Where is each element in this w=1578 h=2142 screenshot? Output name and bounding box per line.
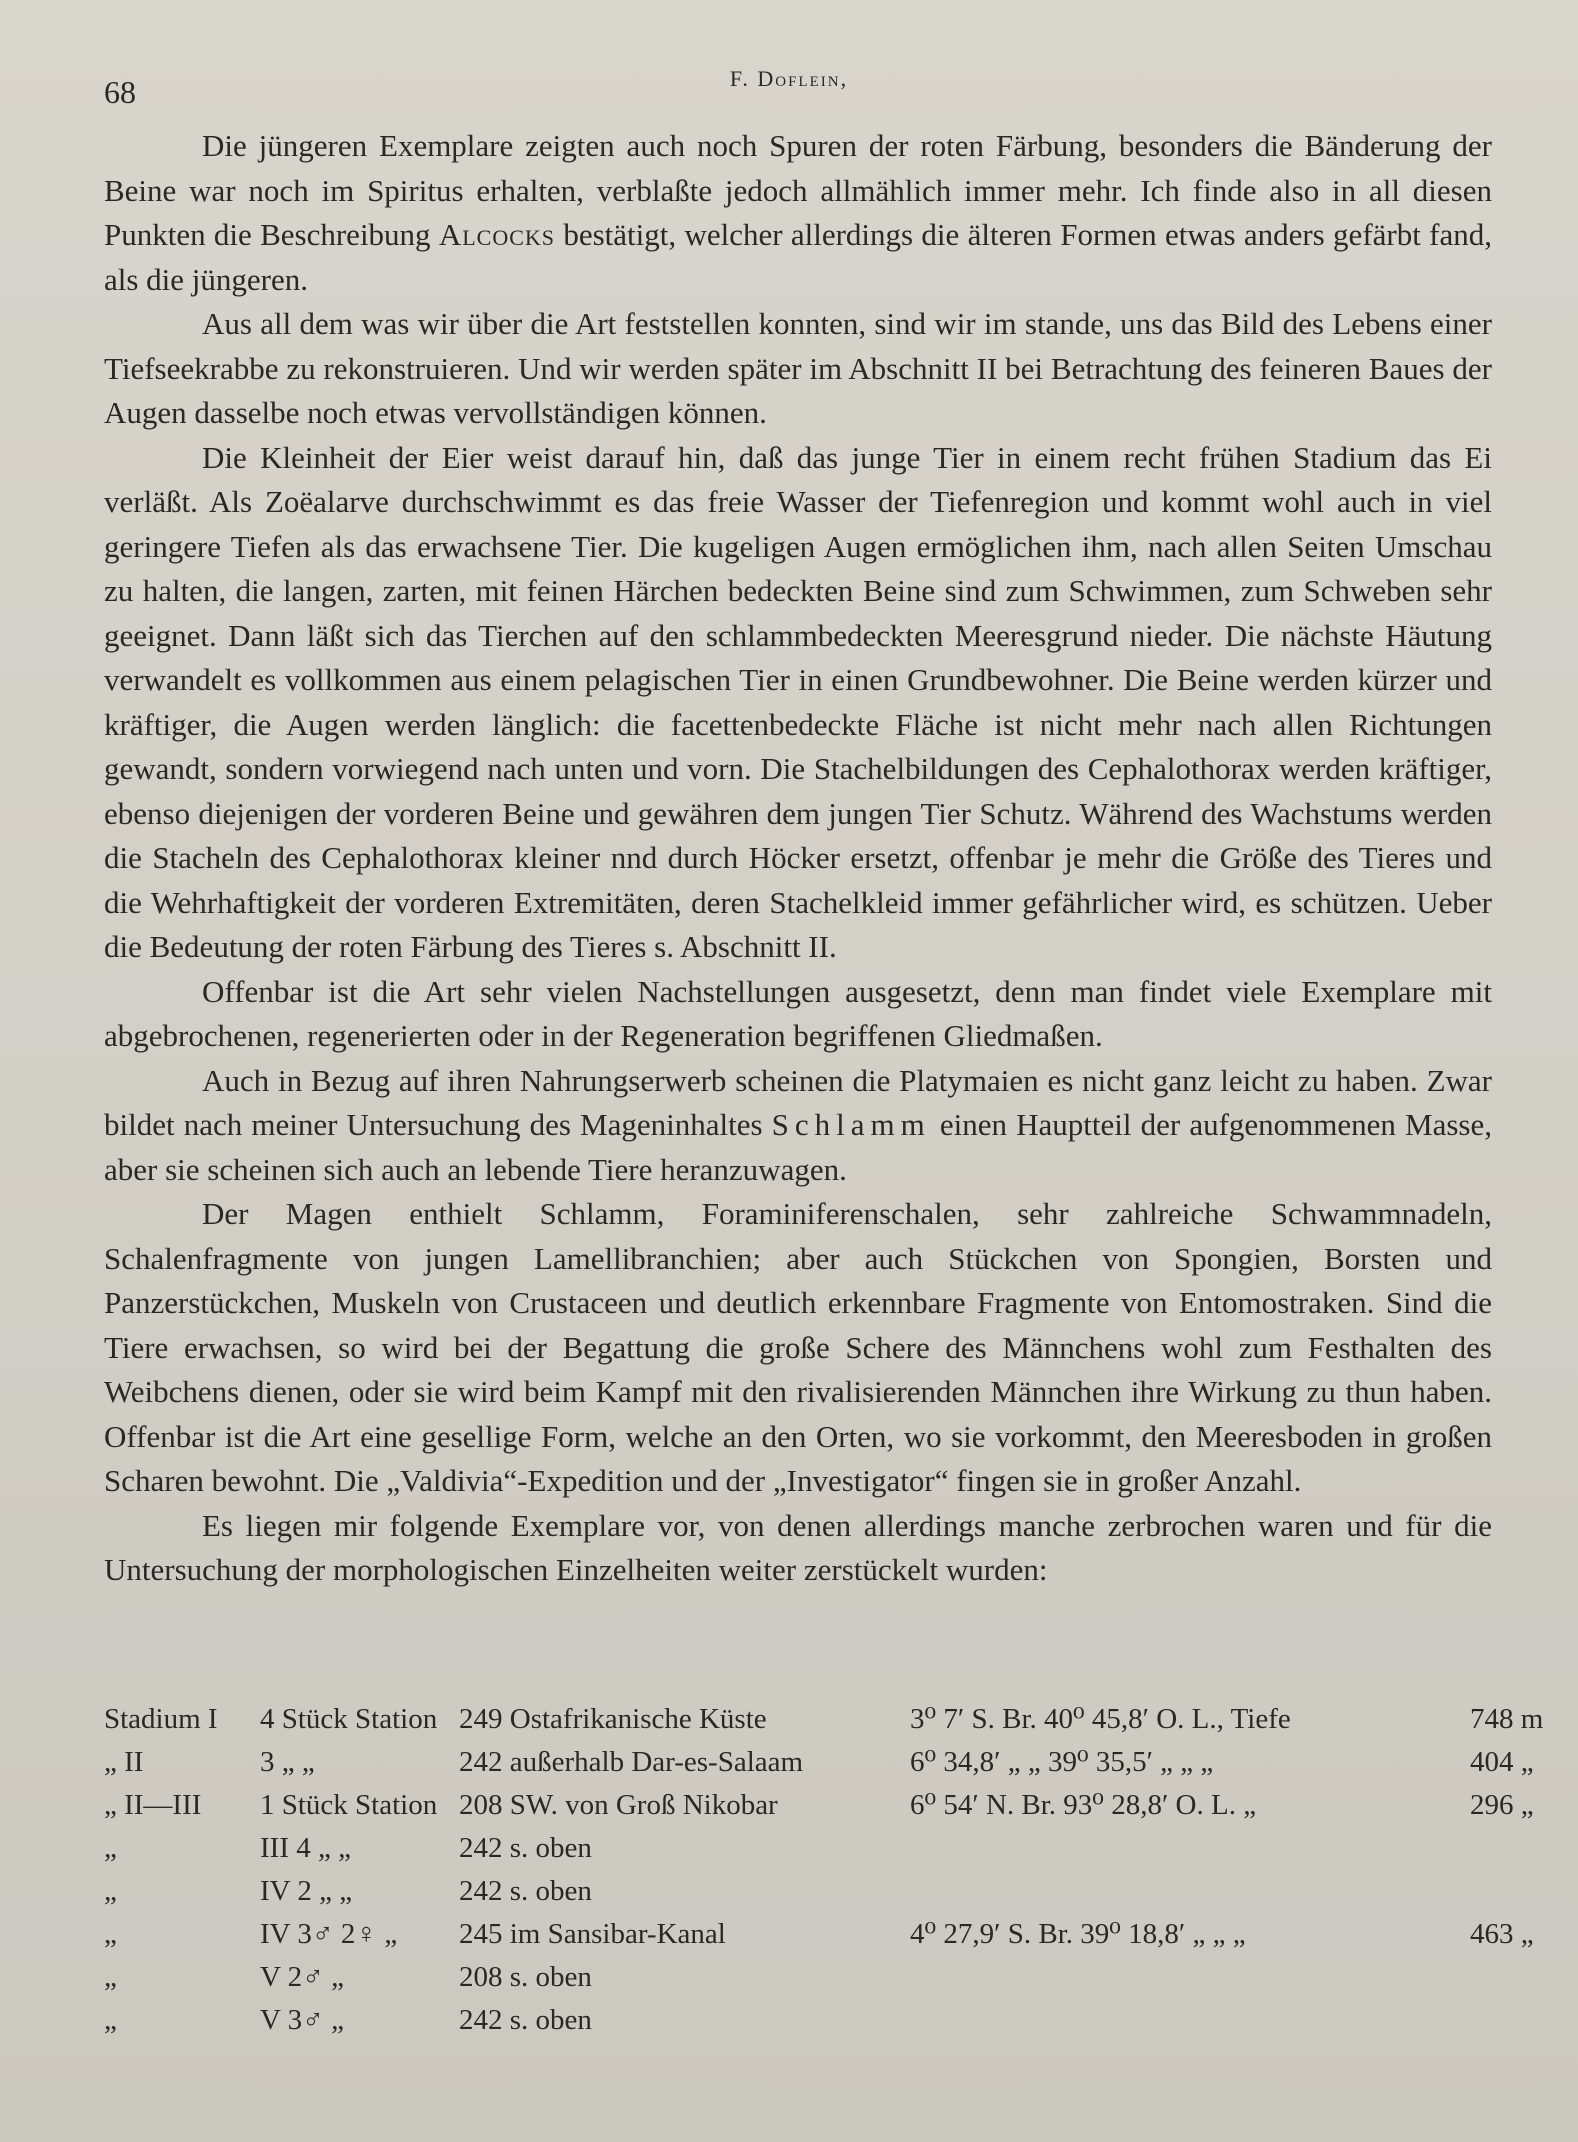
specimen-row xyxy=(104,1999,1494,2042)
specimen-location: 242 s. oben xyxy=(459,1875,592,1907)
specimen-stage: Stadium I xyxy=(104,1703,218,1735)
text-run: Aus all dem was wir über die Art feststellen konnten, sind wir im stande, uns das Bild des Lebens einer Tiefseekrabbe zu rekonstruieren. Und wir werden später im Abschnitt II bei Betrachtung des feineren Baues der Augen dasselbe noch etwas vervollständigen können. xyxy=(104,306,1492,430)
paragraph xyxy=(104,970,1492,1059)
specimen-row xyxy=(104,1741,1534,1784)
paragraph xyxy=(104,436,1492,970)
specimen-row xyxy=(104,1956,1494,1999)
specimen-row xyxy=(104,1698,1544,1741)
specimen-stage: „ xyxy=(104,1875,117,1907)
paragraph xyxy=(104,1192,1492,1504)
specimen-location: 242 außerhalb Dar-es-Salaam xyxy=(459,1746,804,1778)
specimen-coordinates: 6⁰ 34,8′ „ „ 39⁰ 35,5′ „ „ „ xyxy=(910,1746,1214,1778)
text-run: Es liegen mir folgende Exemplare vor, von denen allerdings manche zerbrochen waren und für die Untersuchung der morphologischen Einzelheiten weiter zerstückelt wurden: xyxy=(104,1507,1492,1587)
running-head: F. Doflein, xyxy=(729,66,849,91)
body-text xyxy=(104,124,1492,1593)
specimen-coordinates: 4⁰ 27,9′ S. Br. 39⁰ 18,8′ „ „ „ xyxy=(910,1918,1246,1950)
specimen-location: 245 im Sansibar-Kanal xyxy=(459,1918,726,1950)
page-number: 68 xyxy=(104,74,136,110)
specimen-location: 242 s. oben xyxy=(459,2004,592,2036)
text-run: bestätigt, welcher allerdings die älteren Formen etwas anders gefärbt fand, als die jüngeren. xyxy=(104,217,1492,297)
specimen-count: IV 2 „ „ xyxy=(260,1875,353,1907)
paragraph xyxy=(104,124,1492,302)
text-run: Offenbar ist die Art sehr vielen Nachstellungen ausgesetzt, denn man findet viele Exemplare mit abgebrochenen, regenerierten oder in der Regeneration begriffenen Gliedmaßen. xyxy=(104,973,1492,1053)
specimen-depth: 463 „ xyxy=(1470,1918,1534,1950)
specimen-count: IV 3♂ 2♀ „ xyxy=(260,1918,398,1950)
specimen-count: 4 Stück Station xyxy=(260,1703,438,1735)
emphasized-text: Schlamm xyxy=(771,1107,931,1142)
specimen-coordinates: 3⁰ 7′ S. Br. 40⁰ 45,8′ O. L., Tiefe xyxy=(910,1703,1291,1735)
text-run: Die Kleinheit der Eier weist darauf hin, daß das junge Tier in einem recht frühen Stadium das Ei verläßt. Als Zoëalarve durchschwimmt es das freie Wasser der Tiefenregion und kommt wohl auch in viel geringere Tiefen als das erwachsene Tier. Die kugeligen Augen ermöglichen ihm, nach allen Seiten Umschau zu halten, die langen, zarten, mit feinen Härchen bedeckten Beine sind zum Schwimmen, zum Schweben sehr geeignet. Dann läßt sich das Tierchen auf den schlammbedeckten Meeresgrund nieder. Die nächste Häutung verwandelt es vollkommen aus einem pelagischen Tier in einen Grundbewohner. Die Beine werden kürzer und kräftiger, die Augen werden länglich: die facettenbedeckte Fläche ist nicht mehr nach allen Richtungen gewandt, sondern vorwiegend nach unten und vorn. Die Stachelbildungen des Cephalothorax werden kräftiger, ebenso diejenigen der vorderen Beine und gewähren dem jungen Tier Schutz. Während des Wachstums werden die Stacheln des Cephalothorax kleiner nnd durch Höcker ersetzt, offenbar je mehr die Größe des Tieres und die Wehrhaftigkeit der vorderen Extremitäten, deren Stachelkleid immer gefährlicher wird, es schützen. Ueber die Bedeutung der roten Färbung des Tieres s. Abschnitt II. xyxy=(104,439,1492,964)
paragraph xyxy=(104,302,1492,436)
specimen-count: V 2♂ „ xyxy=(260,1961,345,1993)
specimen-location: 242 s. oben xyxy=(459,1832,592,1864)
specimen-stage: „ xyxy=(104,2004,117,2036)
specimen-depth: 404 „ xyxy=(1470,1746,1534,1778)
specimen-count: V 3♂ „ xyxy=(260,2004,345,2036)
specimen-row xyxy=(104,1827,1494,1870)
text-run: einen Hauptteil der aufgenommenen Masse, aber sie scheinen sich auch an lebende Tiere heranzuwagen. xyxy=(104,1107,1492,1187)
specimen-stage: „ II—III xyxy=(104,1789,202,1821)
text-run: Auch in Bezug auf ihren Nahrungserwerb scheinen die Platymaien es nicht ganz leicht zu haben. Zwar bildet nach meiner Untersuchung des Mageninhaltes xyxy=(104,1062,1492,1142)
specimen-stage: „ xyxy=(104,1918,117,1950)
specimen-row xyxy=(104,1870,1494,1913)
paragraph xyxy=(104,1059,1492,1193)
specimen-coordinates: 6⁰ 54′ N. Br. 93⁰ 28,8′ O. L. „ xyxy=(910,1789,1257,1821)
specimen-depth: 748 m xyxy=(1470,1703,1544,1735)
specimen-list xyxy=(104,1698,1544,2042)
text-run: Der Magen enthielt Schlamm, Foraminiferenschalen, sehr zahlreiche Schwammnadeln, Schalenfragmente von jungen Lamellibranchien; aber auch Stückchen von Spongien, Borsten und Panzerstückchen, Muskeln von Crustaceen und deutlich erkennbare Fragmente von Entomostraken. Sind die Tiere erwachsen, so wird bei der Begattung die große Schere des Männchens wohl zum Festhalten des Weibchens dienen, oder sie wird beim Kampf mit den rivalisierenden Männchen ihre Wirkung zu thun haben. Offenbar ist die Art eine gesellige Form, welche an den Orten, wo sie vorkommt, den Meeresboden in großen Scharen bewohnt. Die „Valdivia“-Expedition und der „Investigator“ fingen sie in großer Anzahl. xyxy=(104,1196,1492,1498)
specimen-location: 208 SW. von Groß Nikobar xyxy=(459,1789,778,1821)
specimen-depth: 296 „ xyxy=(1470,1789,1534,1821)
text-run: Die jüngeren Exemplare zeigten auch noch Spuren der roten Färbung, besonders die Bänderung der Beine war noch im Spiritus erhalten, verblaßte jedoch allmählich immer mehr. Ich finde also in all diesen Punkten die Beschreibung xyxy=(104,128,1492,252)
specimen-row xyxy=(104,1913,1534,1956)
paragraph xyxy=(104,1504,1492,1593)
specimen-location: 208 s. oben xyxy=(459,1961,592,1993)
specimen-count: 3 „ „ xyxy=(260,1746,315,1778)
specimen-row xyxy=(104,1784,1534,1827)
specimen-count: III 4 „ „ xyxy=(260,1832,351,1864)
specimen-stage: „ xyxy=(104,1832,117,1864)
specimen-count: 1 Stück Station xyxy=(260,1789,438,1821)
specimen-stage: „ II xyxy=(104,1746,144,1778)
specimen-location: 249 Ostafrikanische Küste xyxy=(459,1703,767,1735)
emphasized-text: Alcocks xyxy=(438,217,556,252)
specimen-stage: „ xyxy=(104,1961,117,1993)
